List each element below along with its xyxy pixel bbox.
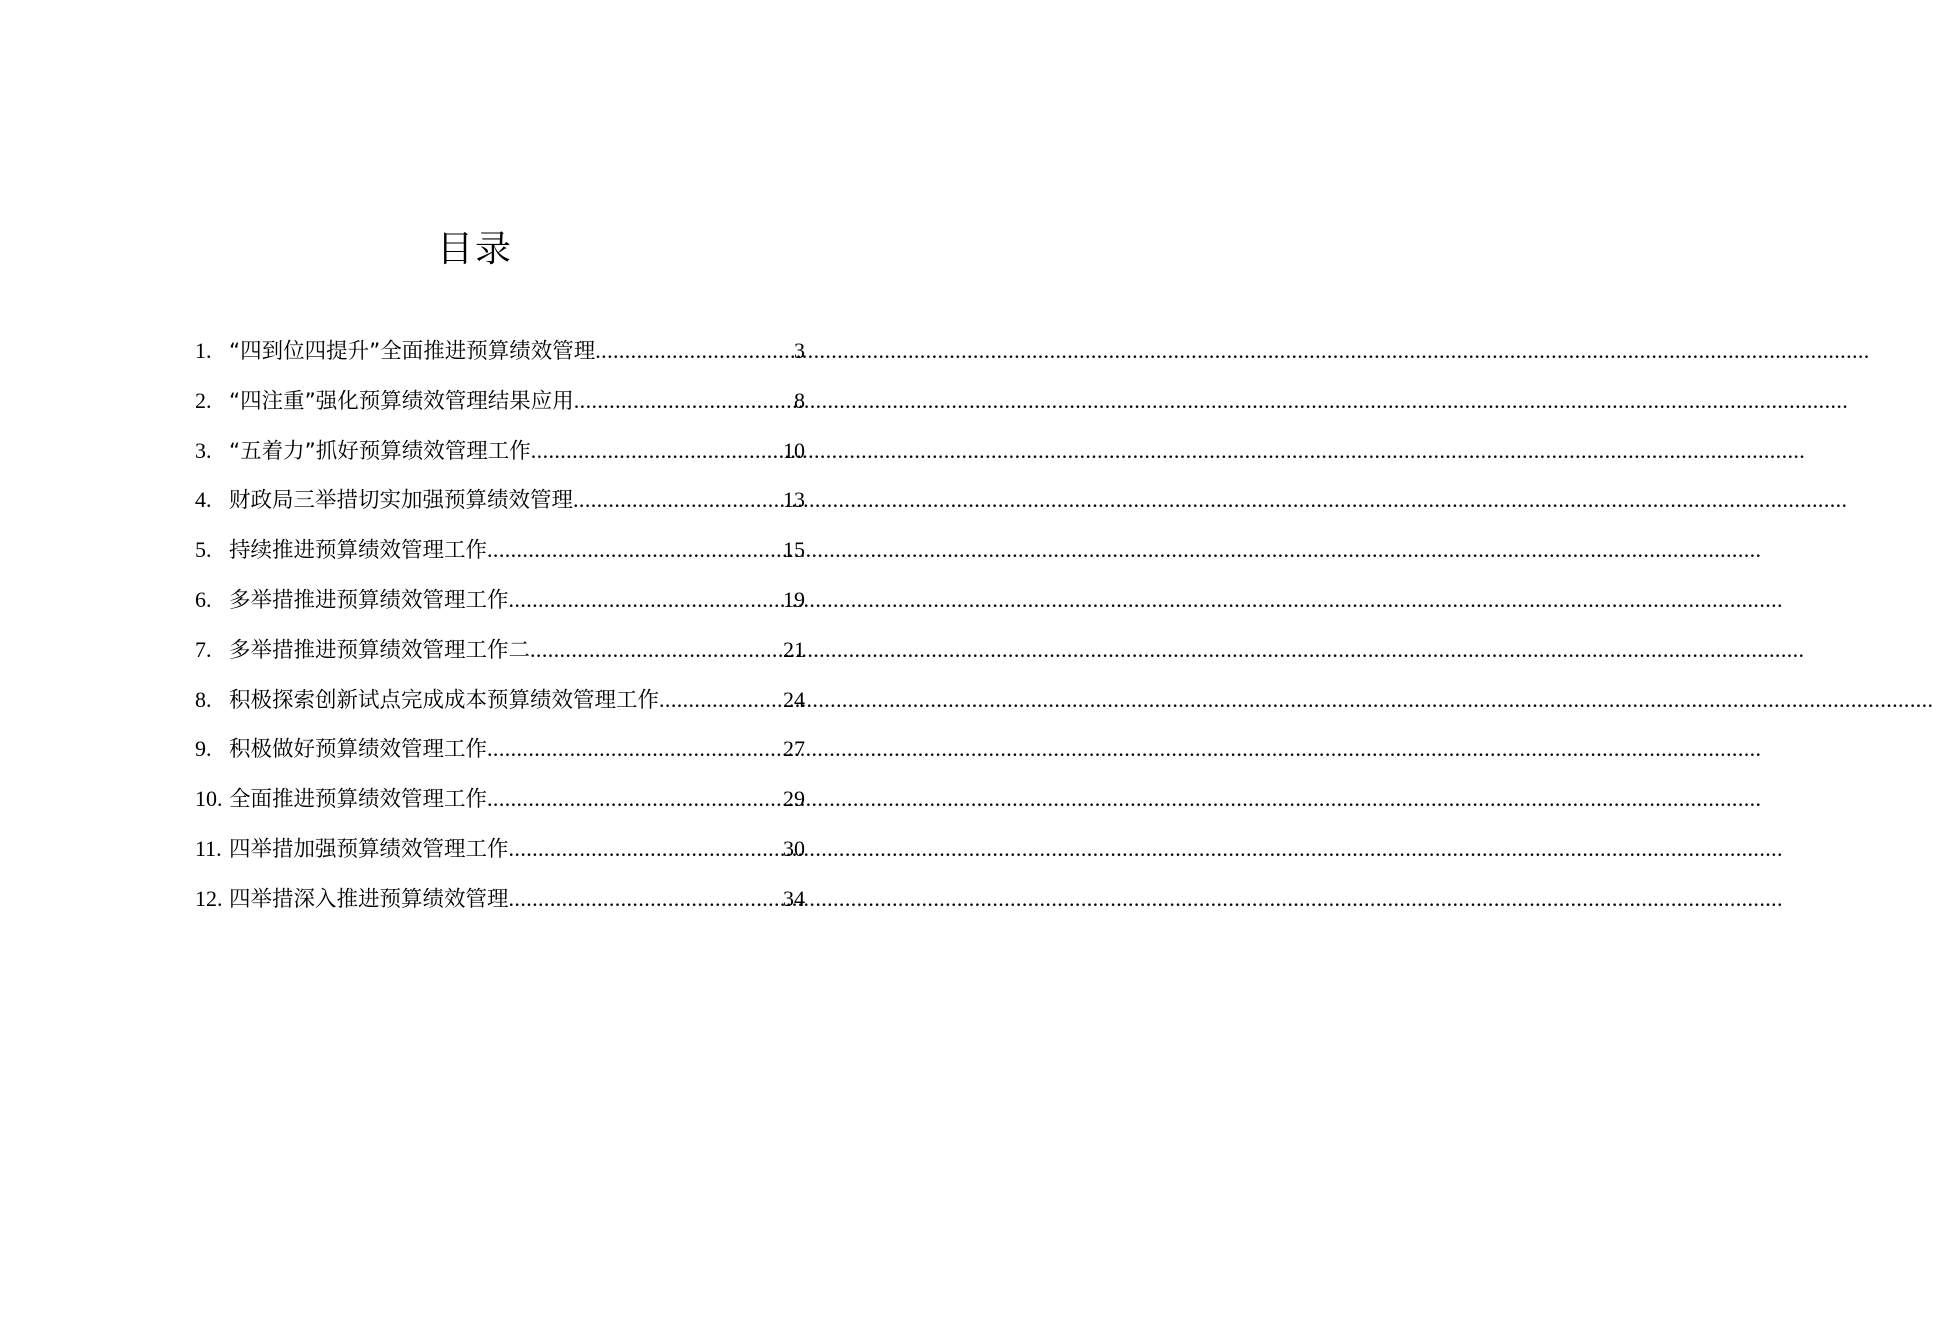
toc-entry-number: 6. (195, 586, 212, 612)
toc-entry-number: 11. (195, 835, 222, 861)
toc-entry-2[interactable] (195, 377, 805, 427)
toc-entry-page: 27 (783, 736, 805, 762)
toc-entry-number: 10. (195, 786, 223, 812)
toc-entry-title: 全面推进预算绩效管理工作 (229, 787, 488, 813)
toc-dot-leader (509, 825, 783, 873)
toc-entry-4[interactable] (195, 476, 805, 526)
toc-entry-number: 12. (195, 885, 223, 911)
toc-entry-page: 19 (783, 586, 805, 612)
toc-entry-title: 积极做好预算绩效管理工作 (229, 737, 488, 763)
toc-dot-leader (487, 775, 783, 823)
toc-entry-title: 财政局三举措切实加强预算绩效管理 (229, 488, 574, 514)
toc-entry-number: 2. (195, 387, 212, 413)
toc-entry-9[interactable] (195, 725, 805, 775)
toc-entry-8[interactable] (195, 676, 805, 726)
toc-entry-page: 10 (783, 437, 805, 463)
toc-entry-page: 21 (783, 636, 805, 662)
toc-entry-number: 7. (195, 636, 212, 662)
toc-entry-title: 四举措加强预算绩效管理工作 (229, 836, 509, 862)
document-page (0, 0, 950, 1344)
toc-entry-title: 积极探索创新试点完成成本预算绩效管理工作 (229, 687, 660, 713)
toc-entry-7[interactable] (195, 626, 805, 676)
toc-entry-title: “四注重”强化预算绩效管理结果应用 (229, 388, 574, 414)
toc-entry-page: 13 (783, 487, 805, 513)
toc-dot-leader (487, 526, 783, 574)
toc-entry-1[interactable] (195, 327, 805, 377)
toc-entry-title: 四举措深入推进预算绩效管理 (229, 886, 509, 912)
toc-entry-title: 多举措推进预算绩效管理工作二 (229, 637, 531, 663)
toc-entry-number: 9. (195, 736, 212, 762)
toc-entry-6[interactable] (195, 576, 805, 626)
toc-entry-5[interactable] (195, 526, 805, 576)
toc-entry-title: “五着力”抓好预算绩效管理工作 (229, 438, 531, 464)
toc-dot-leader (509, 875, 783, 923)
toc-entry-number: 3. (195, 437, 212, 463)
toc-dot-leader (659, 676, 783, 724)
toc-entry-number: 8. (195, 686, 212, 712)
page-title: 目录 (436, 229, 513, 270)
toc-entry-number: 4. (195, 487, 212, 513)
toc-entry-page: 30 (783, 835, 805, 861)
toc-entry-number: 1. (195, 338, 212, 363)
table-of-contents (195, 327, 805, 925)
toc-dot-leader (531, 427, 783, 475)
toc-entry-number: 5. (195, 537, 212, 563)
toc-dot-leader (573, 476, 783, 524)
toc-entry-11[interactable] (195, 825, 805, 875)
toc-entry-page: 34 (783, 885, 805, 911)
toc-entry-title: 持续推进预算绩效管理工作 (229, 538, 488, 564)
toc-dot-leader (487, 725, 783, 773)
toc-dot-leader (595, 327, 794, 375)
toc-entry-title: “四到位四提升”全面推进预算绩效管理 (229, 339, 596, 364)
toc-entry-page: 15 (783, 537, 805, 563)
toc-entry-12[interactable] (195, 875, 805, 925)
toc-entry-page: 3 (794, 338, 805, 363)
toc-dot-leader (574, 377, 794, 425)
toc-entry-10[interactable] (195, 775, 805, 825)
toc-entry-3[interactable] (195, 427, 805, 477)
toc-entry-page: 8 (794, 387, 805, 413)
toc-entry-title: 多举措推进预算绩效管理工作 (229, 587, 509, 613)
toc-entry-page: 24 (783, 686, 805, 712)
toc-dot-leader (509, 576, 783, 624)
toc-entry-page: 29 (783, 786, 805, 812)
toc-dot-leader (530, 626, 783, 674)
